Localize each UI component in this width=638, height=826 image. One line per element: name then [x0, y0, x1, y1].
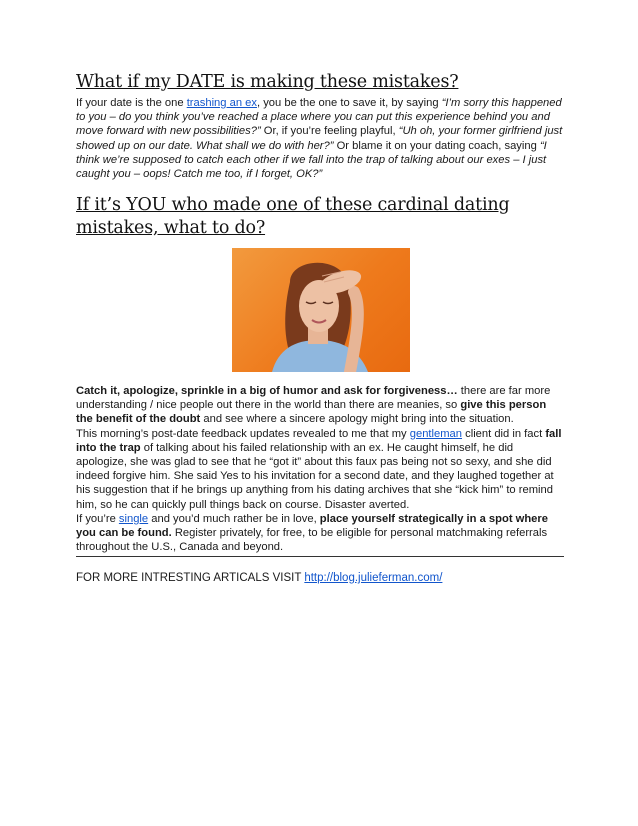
quote-girlfriend: “Uh oh, your former girlfriend just showed up on our date. What shall we do with her?”: [76, 125, 563, 152]
link-trashing-an-ex[interactable]: trashing an ex: [186, 97, 257, 109]
quote-coach: “I think we’re supposed to catch each other if we fall into the trap of talking about our exes – I just caught you – oops! Catch me too, if I forget, OK?”: [76, 139, 547, 181]
text-run: of talking about his failed relationship with an ex. He caught himself, he did apologize, she was glad to see that he “got it” about this faux pas being not so sexy, and she did indeed forgive him. She said Yes to his invitation for a second date, and they laughed together at his suggestion that if he brings up anything from his dating archives that she “kick him” to remind him, so he can quickly pull things back on course. Disaster averted.: [76, 441, 554, 511]
text-run: client did in fact: [462, 427, 546, 440]
paragraph-your-mistakes: [76, 384, 566, 554]
text-run: and see where a sincere apology might bring into the situation.: [200, 413, 514, 426]
horizontal-rule: [76, 556, 564, 557]
woman-facepalm-photo: [232, 248, 410, 372]
text-run: , you be the one to save it, by saying: [256, 97, 442, 109]
bold-run: Catch it, apologize, sprinkle in a big of humor and ask for forgiveness…: [76, 385, 458, 397]
quote-sorry: “I’m sorry this happened to you – do you think you’ve reached a place where you can put this experience behind you and move forward with new possibilities?”: [76, 97, 562, 138]
text-run: Or blame it on your dating coach, saying: [333, 139, 540, 152]
bold-run: place yourself strategically in a spot where you can be found.: [76, 512, 548, 540]
text-run: Or, if you’re feeling playful,: [260, 125, 399, 138]
footer-line: [76, 571, 442, 585]
text-run: Register privately, for free, to be eligible for personal matchmaking referrals throughout the U.S., Canada and beyond.: [76, 527, 548, 554]
text-run: If your date is the one: [76, 97, 187, 109]
bold-run: give this person the benefit of the doubt: [76, 399, 547, 426]
paragraph-date-mistakes: [76, 96, 566, 181]
text-run: If you’re: [76, 512, 119, 525]
link-gentleman[interactable]: gentleman: [409, 427, 462, 440]
text-run: and you’d much rather be in love,: [148, 512, 320, 525]
link-blog[interactable]: http://blog.julieferman.com/: [304, 572, 443, 584]
section-heading-date-mistakes: What if my DATE is making these mistakes?: [76, 72, 459, 92]
section-heading-your-mistakes: If it’s YOU who made one of these cardinal dating mistakes, what to do?: [76, 195, 510, 238]
text-run: there are far more understanding / nice people out there in the world than there are meanies, so: [76, 385, 551, 412]
link-single[interactable]: single: [118, 512, 149, 525]
bold-run: fall into the trap: [76, 427, 562, 454]
footer-text: FOR MORE INTRESTING ARTICALS VISIT: [76, 572, 305, 584]
text-run: This morning’s post-date feedback updates revealed to me that my: [76, 427, 410, 440]
